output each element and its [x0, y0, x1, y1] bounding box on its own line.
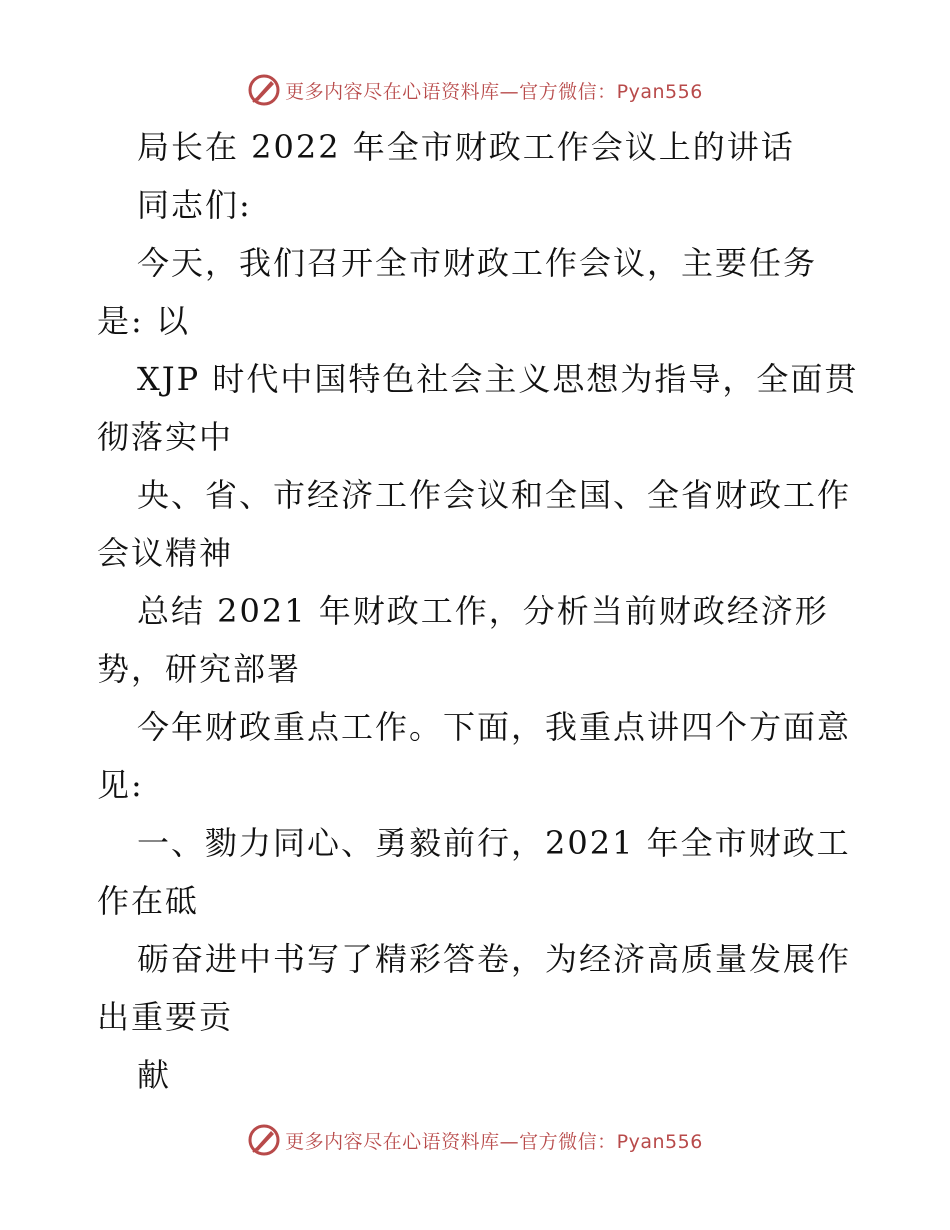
watermark-footer: [0, 1120, 950, 1160]
paragraph-line: 央、省、市经济工作会议和全国、全省财政工作: [137, 476, 852, 514]
document-title: 局长在 2022 年全市财政工作会议上的讲话: [137, 128, 795, 166]
section-heading-line: 出重要贡: [97, 998, 234, 1036]
paragraph-line: 见:: [97, 766, 144, 804]
paragraph-line: 今年财政重点工作。下面，我重点讲四个方面意: [137, 708, 852, 746]
document-body: [97, 118, 857, 1104]
paragraph-line: XJP 时代中国特色社会主义思想为指导，全面贯: [137, 360, 859, 398]
quill-pen-circle-icon: [247, 73, 281, 107]
paragraph-line: 总结 2021 年财政工作，分析当前财政经济形: [137, 592, 829, 630]
salutation: 同志们:: [137, 186, 252, 224]
watermark-header: [0, 70, 950, 110]
section-heading-line: 砺奋进中书写了精彩答卷，为经济高质量发展作: [137, 940, 852, 978]
watermark-text: 更多内容尽在心语资料库—官方微信：Pyan556: [285, 1130, 703, 1153]
section-heading-line: 献: [137, 1056, 172, 1094]
section-heading-line: 一、勠力同心、勇毅前行，2021 年全市财政工: [137, 824, 851, 862]
section-heading-line: 作在砥: [97, 882, 200, 920]
paragraph-line: 是: 以: [97, 302, 190, 340]
paragraph-line: 彻落实中: [97, 418, 234, 456]
watermark-text: 更多内容尽在心语资料库—官方微信：Pyan556: [285, 80, 703, 103]
paragraph-line: 势，研究部署: [97, 650, 302, 688]
paragraph-line: 今天，我们召开全市财政工作会议，主要任务: [137, 244, 818, 282]
quill-pen-circle-icon: [247, 1123, 281, 1157]
paragraph-line: 会议精神: [97, 534, 234, 572]
